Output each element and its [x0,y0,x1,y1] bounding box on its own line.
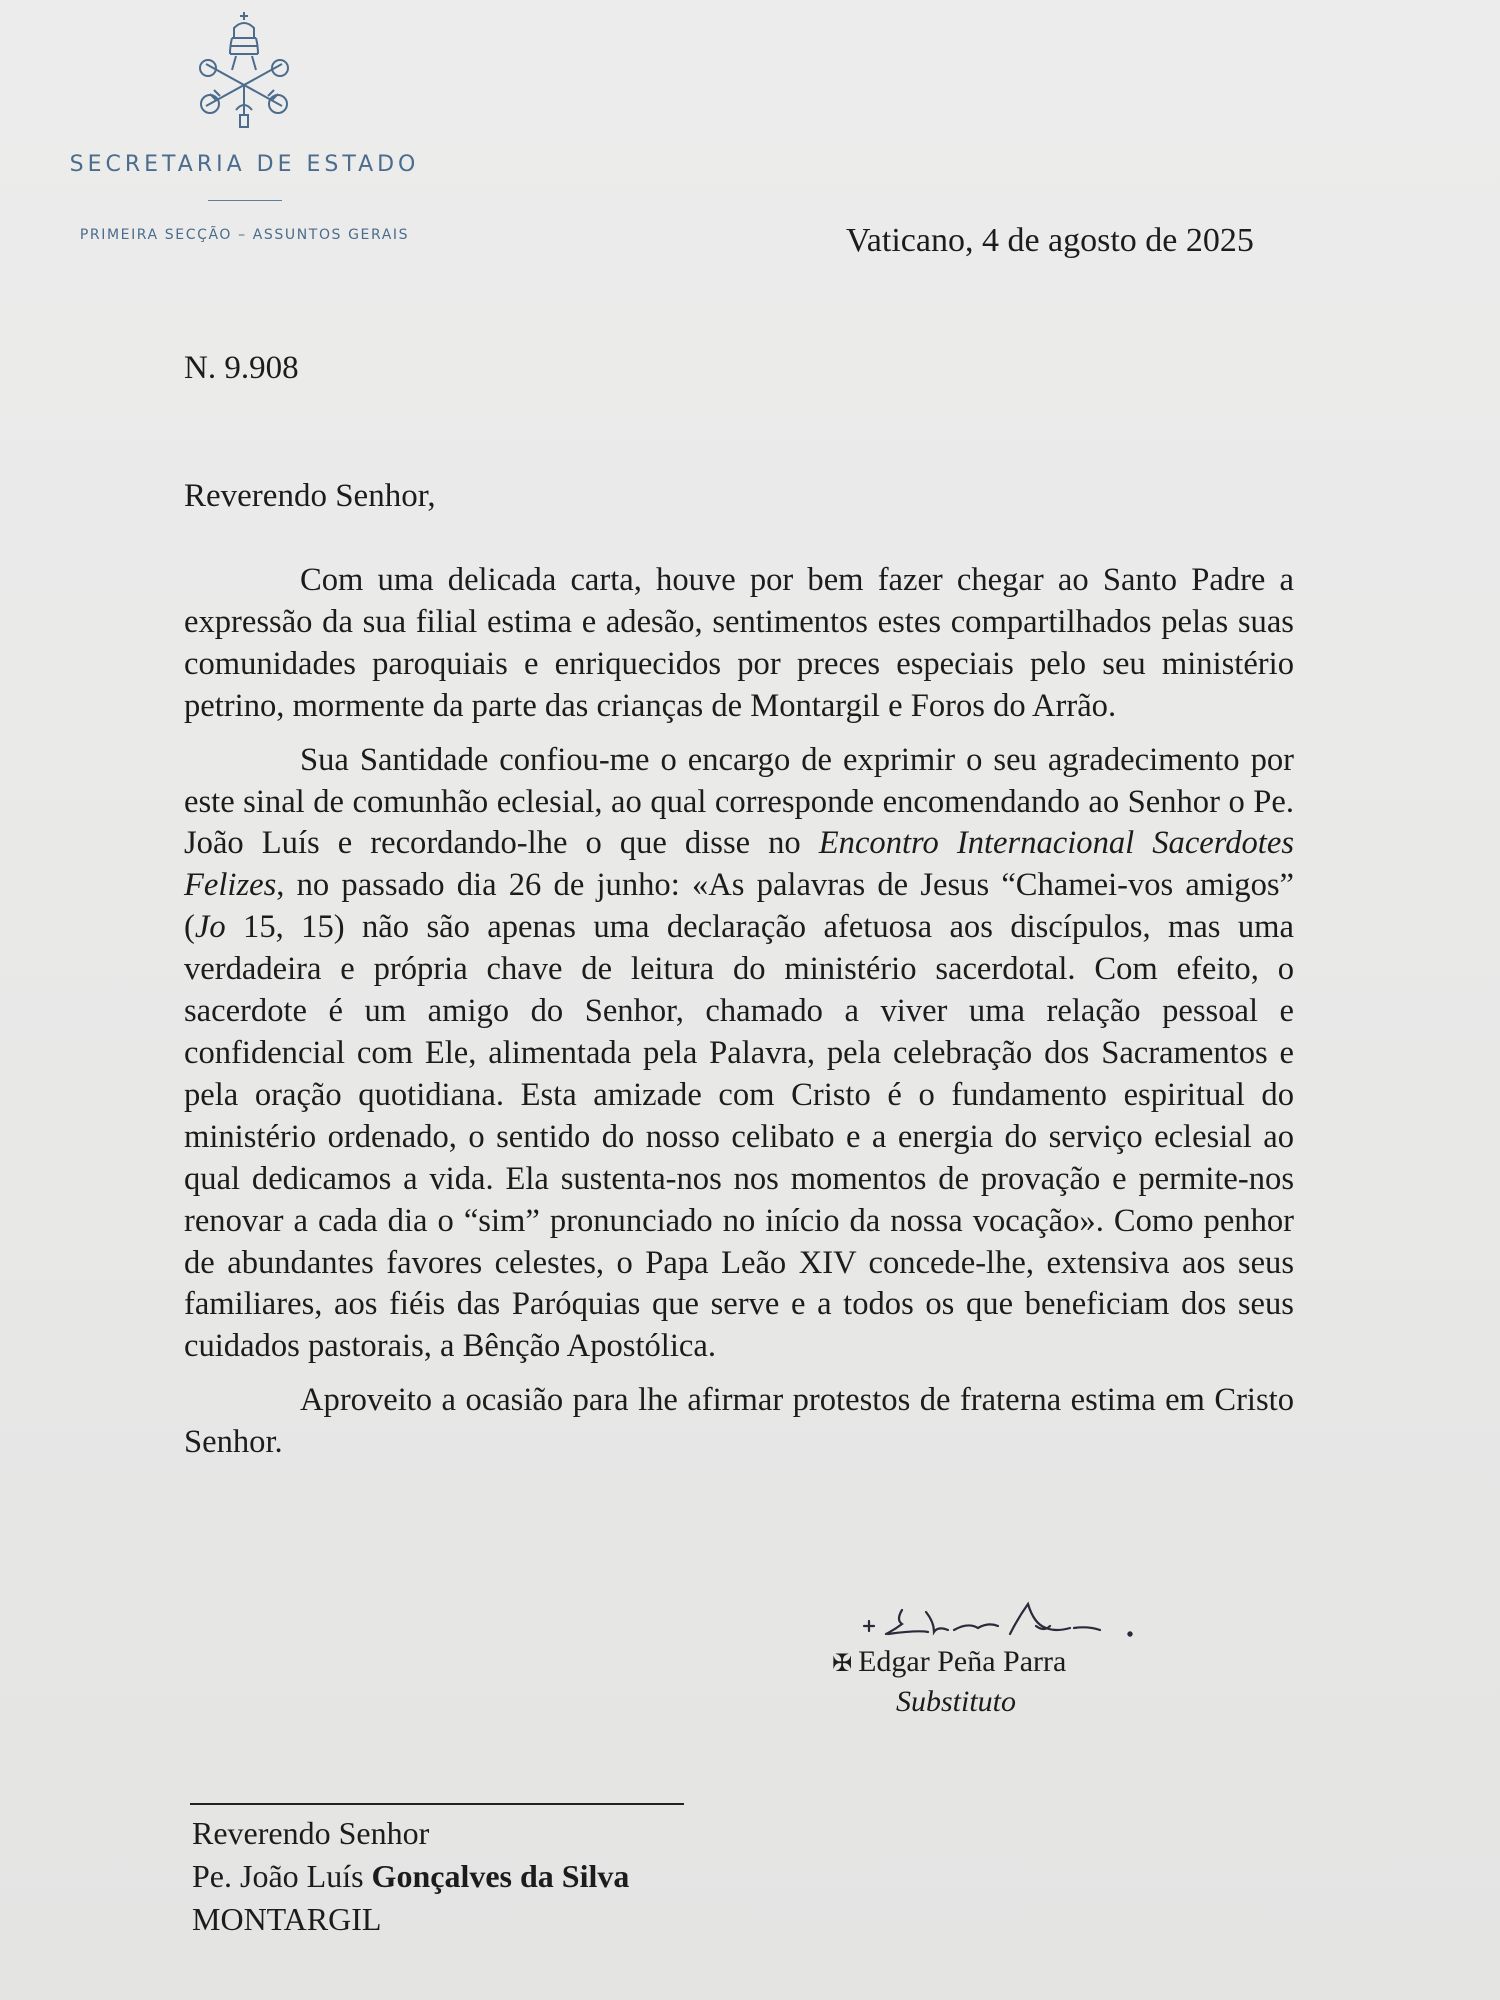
paragraph-2-text-a: Sua Santidade confiou-me o encargo de exprimir o seu agradecimento por este sinal de comunhão eclesial, ao qual corresponde encomendando ao Senhor o Pe. João Luís e recordando-lhe o que disse no [184,741,1294,862]
addressee-name-plain: Pe. João Luís [192,1858,372,1894]
handwritten-signature [858,1596,1148,1644]
paragraph-2 [184,740,1294,1369]
addressee-line-1: Reverendo Senhor [192,1815,430,1851]
paragraph-3: Aproveito a ocasião para lhe afirmar protestos de fraterna estima em Cristo Senhor. [184,1382,1294,1461]
letterhead-divider [208,200,282,201]
paragraph-1: Com uma delicada carta, houve por bem fazer chegar ao Santo Padre a expressão da sua filial estima e adesão, sentimentos estes compartilhados pelas suas comunidades paroquiais e enriquecidos por preces especiais pelo seu ministério petrino, mormente da parte das crianças de Montargil e Foros do Arrão. [184,562,1294,724]
event-name: Encontro Internacional Sacerdotes Felizes [184,825,1294,904]
addressee-block [192,1812,629,1941]
address-divider [190,1803,684,1805]
addressee-line-3: MONTARGIL [192,1901,382,1937]
reference-number: N. 9.908 [184,350,299,386]
letter-date: Vaticano, 4 de agosto de 2025 [846,222,1254,259]
letterhead-subtitle: PRIMEIRA SECÇÃO – ASSUNTOS GERAIS [79,227,410,243]
salutation: Reverendo Senhor, [184,478,436,514]
scripture-book: Jo [194,909,226,946]
signer-name-text: Edgar Peña Parra [858,1645,1067,1678]
paragraph-2-text-c: 15, 15) não são apenas uma declaração afetuosa aos discípulos, mas uma verdadeira e própria chave de leitura do ministério sacerdotal. Com efeito, o sacerdote é um amigo do Senhor, chamado a viver uma relação pessoal e confidencial com Ele, alimentada pela Palavra, pela celebração dos Sacramentos e pela oração quotidiana. Esta amizade com Cristo é o fundamento espiritual do ministério ordenado, o sentido do nosso celibato e a energia do serviço eclesial ao qual dedicamos a vida. Ela sustenta-nos nos momentos de provação e permite-nos renovar a cada dia o “sim” pronunciado no início da nossa vocação». Como penhor de abundantes favores celestes, o Papa Leão XIV concede-lhe, extensiva aos seus familiares, aos fiéis das Paróquias que serve e a todos os que beneficiam dos seus cuidados pastorais, a Bênção Apostólica. [184,909,1294,1365]
letter-body [184,560,1294,1476]
paragraph-2-text-b: , no passado dia 26 de junho: «As palavras de Jesus “Chamei-vos amigos” ( [184,867,1294,946]
letterhead-title: SECRETARIA DE ESTADO [69,152,420,177]
signer-name [832,1645,1066,1679]
addressee-line-2 [192,1855,629,1898]
signer-title: Substituto [896,1685,1017,1718]
cross-icon: ✠ [832,1649,853,1677]
papal-emblem-icon [190,8,298,136]
addressee-surname: Gonçalves da Silva [371,1858,630,1894]
